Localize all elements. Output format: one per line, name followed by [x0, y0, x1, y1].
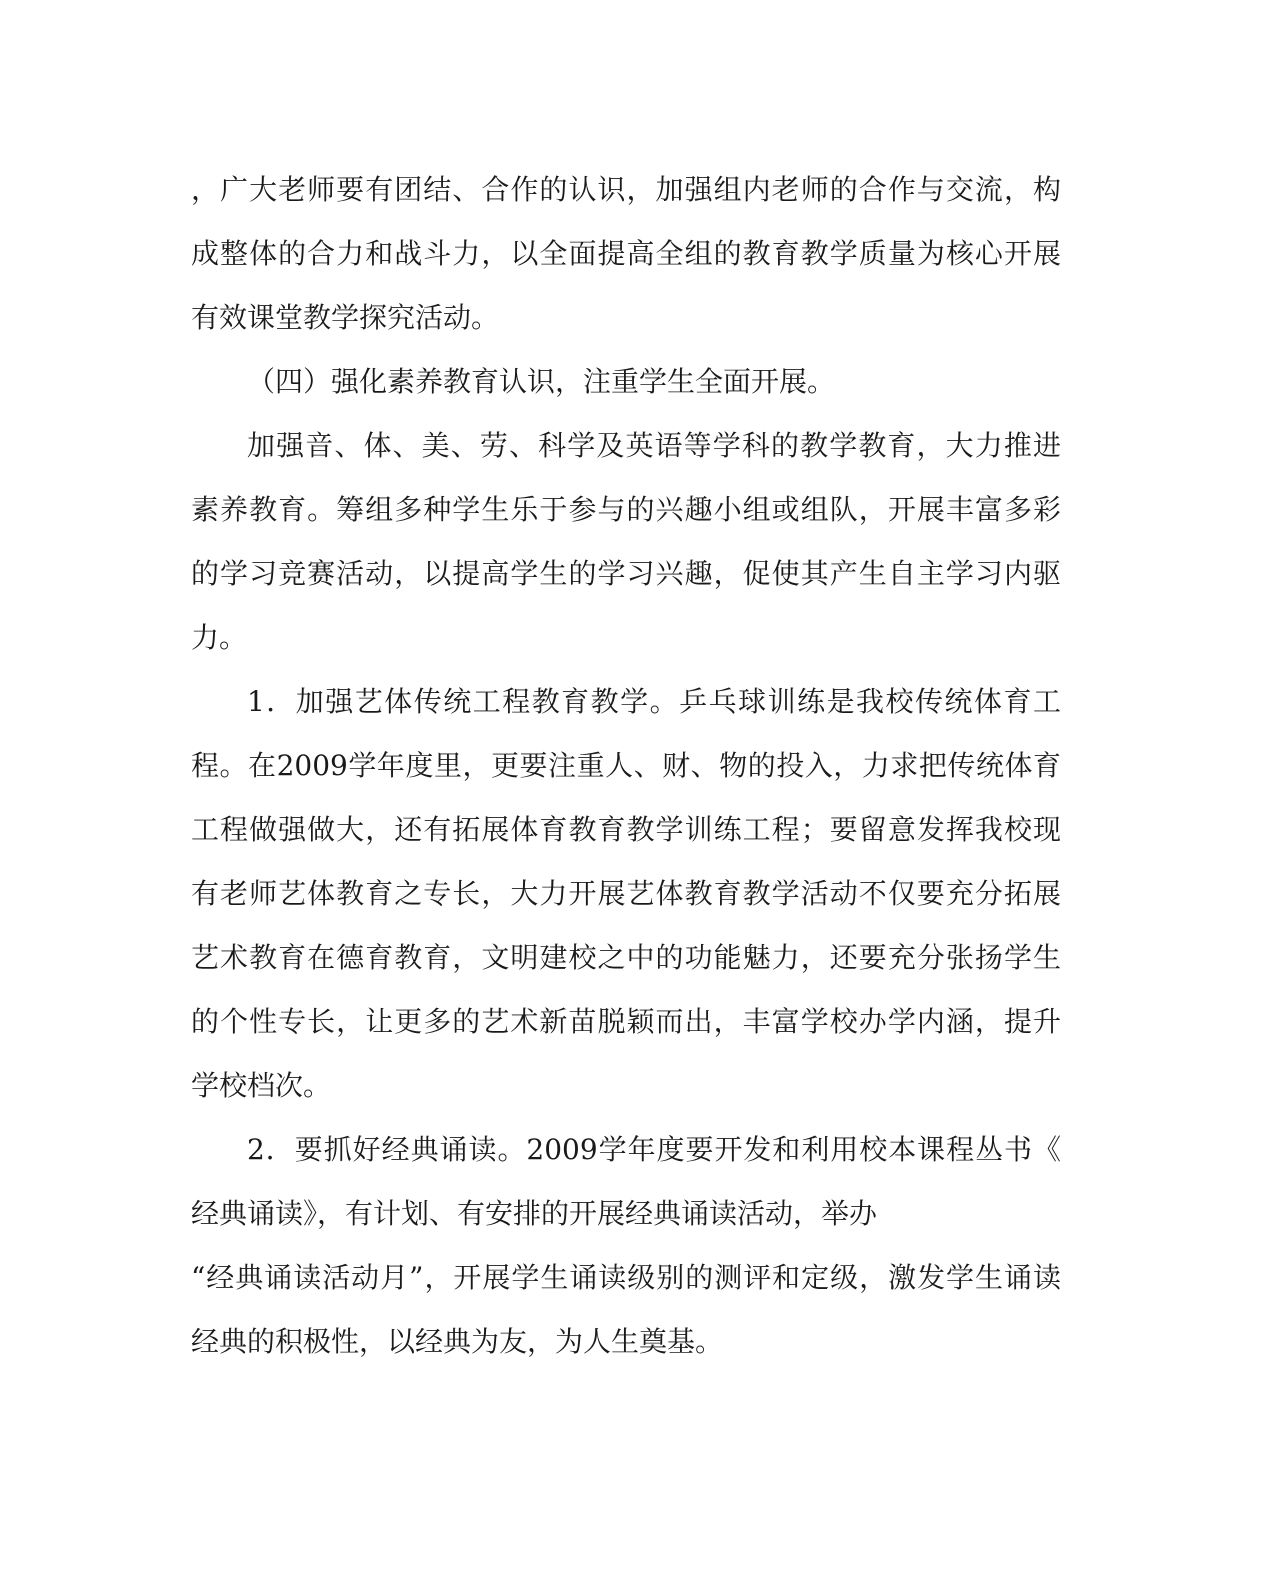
- text-line: 成整体的合力和战斗力，以全面提高全组的教育教学质量为核心开展: [191, 237, 1061, 270]
- text-line: 有老师艺体教育之专长，大力开展艺体教育教学活动不仅要充分拓展: [191, 877, 1061, 910]
- text-line: 经典的积极性，以经典为友，为人生奠基。: [191, 1325, 724, 1358]
- text-line: 加强音、体、美、劳、科学及英语等学科的教学教育，大力推进: [247, 429, 1061, 462]
- text-line: 艺术教育在德育教育，文明建校之中的功能魅力，还要充分张扬学生: [191, 941, 1061, 974]
- text-line: 程。在2009学年度里，更要注重人、财、物的投入，力求把传统体育: [191, 749, 1061, 782]
- section-heading: （四）强化素养教育认识，注重学生全面开展。: [247, 365, 836, 398]
- text-line: ，广大老师要有团结、合作的认识，加强组内老师的合作与交流，构: [191, 173, 1061, 206]
- text-line: 有效课堂教学探究活动。: [191, 301, 500, 334]
- text-line: 学校档次。: [191, 1069, 332, 1102]
- text-line: 的学习竞赛活动，以提高学生的学习兴趣，促使其产生自主学习内驱: [191, 557, 1061, 590]
- text-line: 工程做强做大，还有拓展体育教育教学训练工程；要留意发挥我校现: [191, 813, 1061, 846]
- text-line: 2．要抓好经典诵读。2009学年度要开发和利用校本课程丛书《: [247, 1133, 1061, 1166]
- text-line: 的个性专长，让更多的艺术新苗脱颖而出，丰富学校办学内涵，提升: [191, 1005, 1061, 1038]
- text-line: 力。: [191, 621, 248, 654]
- text-line: 素养教育。筹组多种学生乐于参与的兴趣小组或组队，开展丰富多彩: [191, 493, 1061, 526]
- text-line: 1．加强艺体传统工程教育教学。乒乓球训练是我校传统体育工: [247, 685, 1061, 718]
- text-line: “经典诵读活动月”，开展学生诵读级别的测评和定级，激发学生诵读: [191, 1261, 1061, 1294]
- text-line: 经典诵读》，有计划、有安排的开展经典诵读活动，举办: [191, 1197, 878, 1230]
